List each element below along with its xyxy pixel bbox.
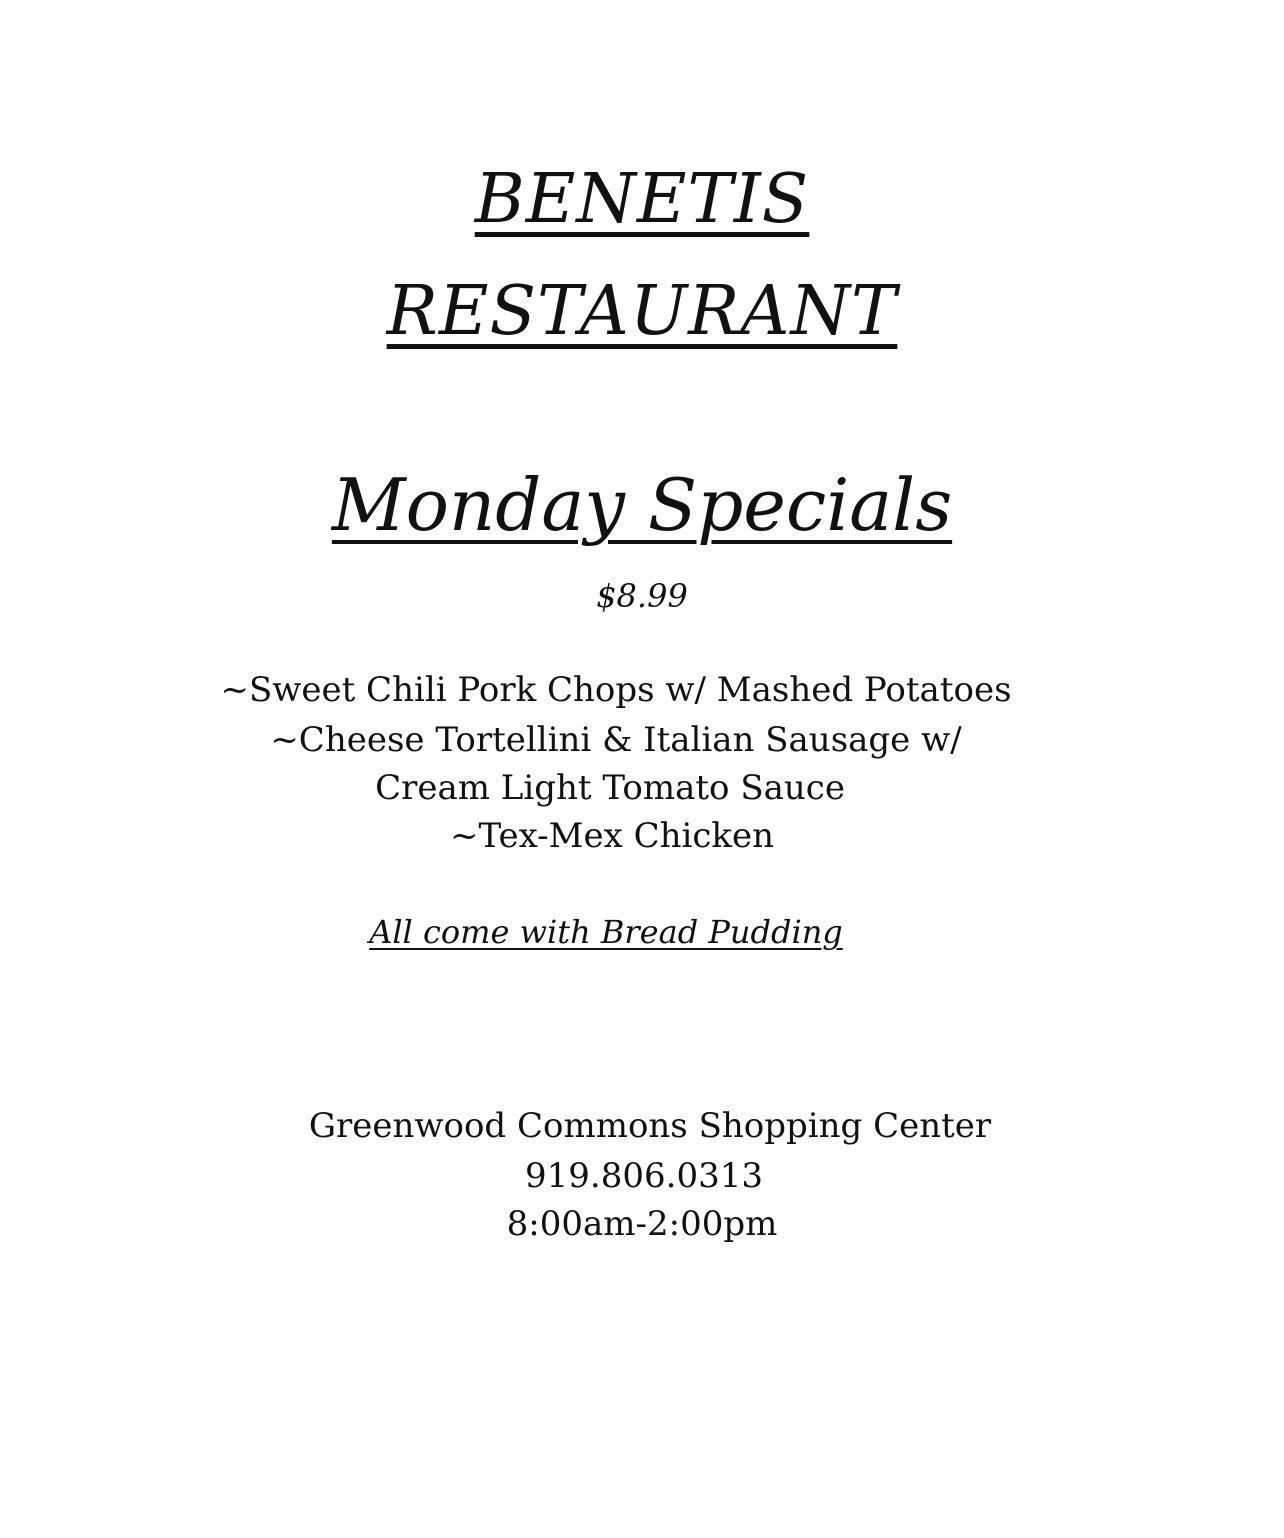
- menu-item: ~Tex-Mex Chicken: [449, 816, 775, 856]
- specials-price: $8.99: [596, 577, 688, 615]
- phone-number: 919.806.0313: [525, 1156, 763, 1196]
- side-note: [0, 912, 1248, 952]
- restaurant-name-line2-text: RESTAURANT: [386, 272, 898, 351]
- side-note-text: All come with Bread Pudding: [369, 913, 843, 951]
- specials-heading: [0, 462, 1284, 548]
- menu-item: Cream Light Tomato Sauce: [375, 768, 845, 808]
- specials-heading-text: Monday Specials: [331, 463, 953, 547]
- restaurant-name-line2: [0, 272, 1284, 352]
- menu-item: ~Cheese Tortellini & Italian Sausage w/: [270, 720, 962, 760]
- restaurant-name-line1-text: BENETIS: [474, 160, 810, 239]
- business-hours: 8:00am-2:00pm: [506, 1204, 778, 1244]
- menu-item: ~Sweet Chili Pork Chops w/ Mashed Potatoes: [220, 670, 1012, 710]
- restaurant-name-line1: [0, 160, 1284, 240]
- location-text: Greenwood Commons Shopping Center: [308, 1106, 992, 1146]
